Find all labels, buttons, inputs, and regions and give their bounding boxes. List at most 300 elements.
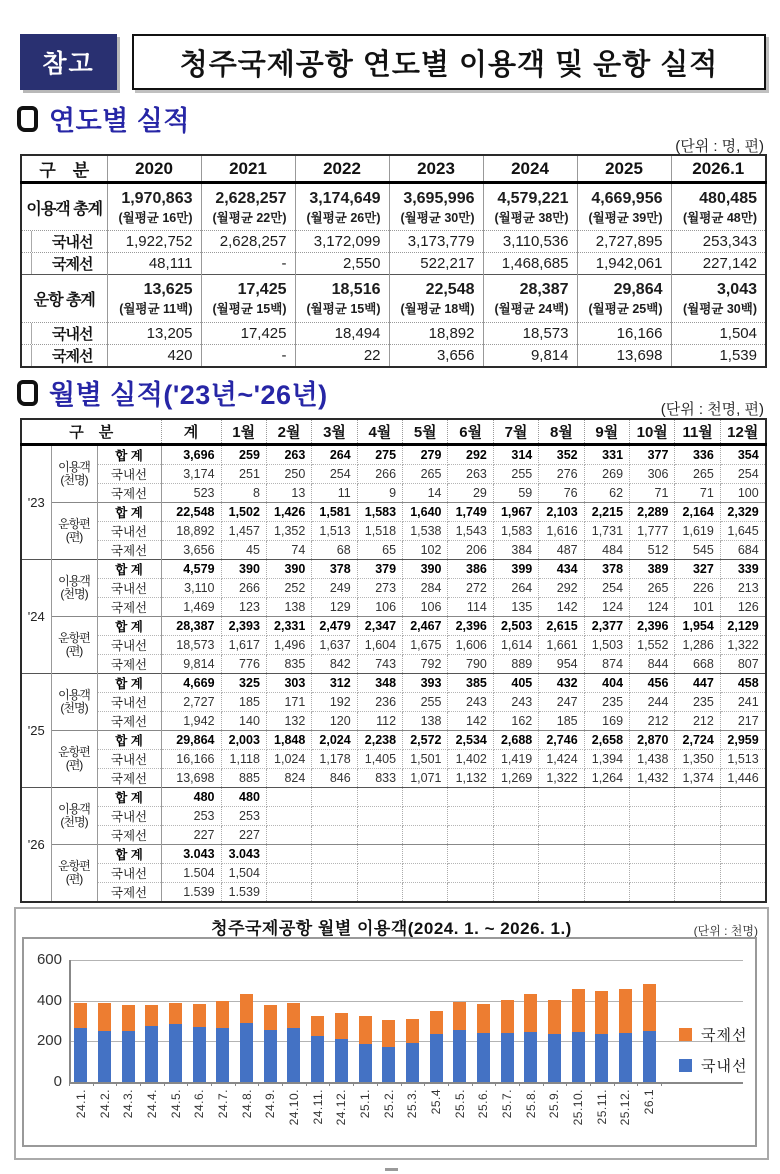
cell: 842 <box>312 654 357 673</box>
category-name: 운항편 <box>58 516 90 531</box>
domestic-bar <box>359 1044 372 1082</box>
cell: 1,583 <box>357 502 402 521</box>
monthly-average: (월평균 30만) <box>400 210 475 225</box>
cell <box>577 183 671 231</box>
cell <box>448 863 493 882</box>
cell <box>107 183 201 231</box>
row-type-label: 합 계 <box>97 444 161 464</box>
x-axis-tick <box>543 1082 544 1086</box>
yearly-table <box>20 154 767 368</box>
cell <box>630 806 675 825</box>
cell: 339 <box>720 559 765 578</box>
cell: 874 <box>584 654 629 673</box>
table-row <box>21 253 766 275</box>
x-axis-tick-label: 24.2. <box>97 1089 112 1119</box>
row-label: 국제선 <box>21 253 107 275</box>
cell: 132 <box>266 711 311 730</box>
cell: 354 <box>720 444 765 464</box>
table-row <box>21 635 766 654</box>
cell: 1,645 <box>720 521 765 540</box>
cell: 241 <box>720 692 765 711</box>
cell: 889 <box>493 654 538 673</box>
x-axis-tick-label: 25.12. <box>618 1089 633 1126</box>
category-unit: (천명) <box>60 472 88 487</box>
monthly-average: (월평균 11백) <box>119 302 193 316</box>
cell: 386 <box>448 559 493 578</box>
monthly-average: (월평균 25백) <box>588 302 663 316</box>
cell: 1,543 <box>448 521 493 540</box>
cell <box>312 825 357 844</box>
x-axis-tick <box>590 1082 591 1086</box>
international-bar <box>98 1003 111 1031</box>
cell: 1,071 <box>403 768 448 787</box>
row-label: 운항 총계 <box>21 275 107 323</box>
cell: 487 <box>539 540 584 559</box>
total-value: 3,174,649 <box>309 189 381 207</box>
cell: 284 <box>403 578 448 597</box>
cell <box>675 882 720 902</box>
cell <box>720 882 765 902</box>
category-label <box>51 559 97 616</box>
cell: 14 <box>403 483 448 502</box>
cell: 1,424 <box>539 749 584 768</box>
cell: 1,446 <box>720 768 765 787</box>
table-row <box>21 275 766 323</box>
category-unit: (천명) <box>60 586 88 601</box>
cell: 1,552 <box>630 635 675 654</box>
category-unit: (편) <box>65 757 83 772</box>
cell: 393 <box>403 673 448 692</box>
cell: 253,343 <box>671 231 766 253</box>
square-bullet-icon <box>17 106 38 132</box>
x-axis-tick <box>211 1082 212 1086</box>
row-label: 국제선 <box>21 345 107 368</box>
x-axis-tick <box>140 1082 141 1086</box>
cell: 1,118 <box>221 749 266 768</box>
x-axis-tick <box>69 1082 70 1086</box>
cell: - <box>201 253 295 275</box>
cell <box>403 787 448 806</box>
domestic-bar <box>382 1047 395 1082</box>
international-bar <box>406 1019 419 1043</box>
cell: 13 <box>266 483 311 502</box>
cell: 1,539 <box>671 345 766 368</box>
monthly-table-body <box>21 419 766 902</box>
x-axis-tick <box>353 1082 354 1086</box>
cell <box>630 844 675 863</box>
category-name: 운항편 <box>58 630 90 645</box>
cell: 2,215 <box>584 502 629 521</box>
year-label: '24 <box>21 559 51 673</box>
yearly-header-row <box>21 155 766 183</box>
yearly-table-body <box>21 155 766 367</box>
column-header: 2월 <box>266 419 311 444</box>
total-value: 13,625 <box>143 281 193 298</box>
cell: 522,217 <box>389 253 483 275</box>
monthly-average: (월평균 39만) <box>588 210 663 225</box>
monthly-average: (월평균 18백) <box>400 302 475 316</box>
x-axis-tick-label: 24.3. <box>121 1089 136 1119</box>
cell <box>493 825 538 844</box>
cell: 390 <box>403 559 448 578</box>
cell: 185 <box>539 711 584 730</box>
x-axis-tick <box>164 1082 165 1086</box>
cell: 253 <box>221 806 266 825</box>
cell: 3,656 <box>389 345 483 368</box>
cell <box>720 844 765 863</box>
legend-item <box>679 1024 747 1045</box>
cell: 292 <box>539 578 584 597</box>
x-axis-tick-label: 25.7. <box>500 1089 515 1119</box>
international-bar <box>524 994 537 1032</box>
cell <box>312 844 357 863</box>
cell: 2,870 <box>630 730 675 749</box>
cell <box>584 825 629 844</box>
cell: 668 <box>675 654 720 673</box>
cell: 399 <box>493 559 538 578</box>
x-axis-tick <box>401 1082 402 1086</box>
international-bar <box>335 1013 348 1039</box>
total-value: 1,970,863 <box>121 189 193 207</box>
cell: 447 <box>675 673 720 692</box>
cell: 1,350 <box>675 749 720 768</box>
year-label: '23 <box>21 444 51 559</box>
category-name: 이용객 <box>58 801 90 816</box>
column-header: 7월 <box>493 419 538 444</box>
cell: 235 <box>584 692 629 711</box>
monthly-table <box>20 418 767 903</box>
cell: 18,892 <box>389 323 483 345</box>
cell: 129 <box>312 597 357 616</box>
cell: 250 <box>266 464 311 483</box>
cell: 743 <box>357 654 402 673</box>
cell <box>630 882 675 902</box>
cell: 331 <box>584 444 629 464</box>
cell: 3,172,099 <box>295 231 389 253</box>
x-axis-tick-label: 24.10. <box>286 1089 301 1126</box>
cell: 171 <box>266 692 311 711</box>
cell: 259 <box>221 444 266 464</box>
cell: 279 <box>403 444 448 464</box>
cell: 1.504 <box>161 863 221 882</box>
monthly-average: (월평균 15백) <box>212 302 287 316</box>
table-row <box>21 483 766 502</box>
category-unit: (편) <box>65 529 83 544</box>
category-name: 운항편 <box>58 858 90 873</box>
table-row <box>21 521 766 540</box>
international-bar <box>145 1005 158 1027</box>
cell: 142 <box>539 597 584 616</box>
chart-title-row <box>16 914 767 939</box>
cell: 1,504 <box>221 863 266 882</box>
cell <box>357 787 402 806</box>
cell: 3,110 <box>161 578 221 597</box>
cell: 1,178 <box>312 749 357 768</box>
table-row <box>21 559 766 578</box>
cell: 1,132 <box>448 768 493 787</box>
cell: 2,331 <box>266 616 311 635</box>
category-unit: (천명) <box>60 814 88 829</box>
row-type-label: 국내선 <box>97 863 161 882</box>
cell: 1,419 <box>493 749 538 768</box>
column-header: 2023 <box>389 155 483 183</box>
x-axis-tick-label: 25.3. <box>405 1089 420 1119</box>
cell: 1,954 <box>675 616 720 635</box>
cell: 71 <box>675 483 720 502</box>
international-bar <box>169 1003 182 1025</box>
cell: 2,727 <box>161 692 221 711</box>
cell: 2,724 <box>675 730 720 749</box>
monthly-average: (월평균 22만) <box>212 210 287 225</box>
row-type-label: 합 계 <box>97 730 161 749</box>
cell: 269 <box>584 464 629 483</box>
domestic-bar <box>193 1027 206 1082</box>
cell <box>312 806 357 825</box>
cell: 74 <box>266 540 311 559</box>
monthly-header-row <box>21 419 766 444</box>
domestic-bar <box>477 1033 490 1082</box>
cell <box>295 183 389 231</box>
cell: 254 <box>584 578 629 597</box>
cell: 480 <box>221 787 266 806</box>
cell: 1,468,685 <box>483 253 577 275</box>
cell: 1,024 <box>266 749 311 768</box>
y-axis-tick-label: 200 <box>36 1032 62 1050</box>
international-bar <box>193 1004 206 1027</box>
cell: 140 <box>221 711 266 730</box>
total-value: 28,387 <box>519 281 569 298</box>
x-axis-tick-label: 24.4. <box>144 1089 159 1119</box>
chart-panel <box>14 907 769 1160</box>
x-axis-tick <box>472 1082 473 1086</box>
cell: 18,573 <box>161 635 221 654</box>
cell: 265 <box>630 578 675 597</box>
x-axis <box>69 1082 743 1084</box>
cell <box>675 825 720 844</box>
cell: 18,494 <box>295 323 389 345</box>
cell <box>403 806 448 825</box>
chart-legend <box>679 1024 747 1086</box>
cell: 17,425 <box>201 323 295 345</box>
cell: 1,606 <box>448 635 493 654</box>
cell <box>357 806 402 825</box>
cell: 244 <box>630 692 675 711</box>
category-label <box>51 502 97 559</box>
category-name: 운항편 <box>58 744 90 759</box>
cell: 1,513 <box>312 521 357 540</box>
monthly-section-title: 월별 실적('23년~'26년) <box>49 380 328 410</box>
cell: - <box>201 345 295 368</box>
cell: 2,572 <box>403 730 448 749</box>
cell: 456 <box>630 673 675 692</box>
cell: 2,393 <box>221 616 266 635</box>
x-axis-tick-label: 24.1. <box>73 1089 88 1119</box>
domestic-bar <box>501 1033 514 1082</box>
cell: 1,322 <box>539 768 584 787</box>
row-type-label: 국제선 <box>97 711 161 730</box>
cell: 303 <box>266 673 311 692</box>
cell <box>539 863 584 882</box>
cell <box>201 275 295 323</box>
cell: 379 <box>357 559 402 578</box>
cell: 844 <box>630 654 675 673</box>
cell: 1,501 <box>403 749 448 768</box>
domestic-bar <box>240 1023 253 1082</box>
x-axis-tick-label: 25.4 <box>429 1089 444 1115</box>
cell: 792 <box>403 654 448 673</box>
domestic-swatch-icon <box>679 1059 692 1072</box>
cell: 212 <box>675 711 720 730</box>
domestic-bar <box>453 1030 466 1082</box>
total-value: 17,425 <box>237 281 287 298</box>
cell: 1,374 <box>675 768 720 787</box>
legend-item <box>679 1055 747 1076</box>
y-axis-tick-label: 600 <box>36 951 62 968</box>
cell <box>357 825 402 844</box>
year-label: '25 <box>21 673 51 787</box>
category-name: 이용객 <box>58 687 90 702</box>
yearly-section-heading <box>17 99 190 138</box>
cell <box>539 787 584 806</box>
monthly-average: (월평균 38만) <box>494 210 569 225</box>
monthly-average: (월평균 15백) <box>306 302 381 316</box>
reference-badge: 참고 <box>20 34 117 90</box>
cell: 29 <box>448 483 493 502</box>
cell: 251 <box>221 464 266 483</box>
cell: 1,619 <box>675 521 720 540</box>
cell: 2,467 <box>403 616 448 635</box>
cell: 348 <box>357 673 402 692</box>
row-type-label: 합 계 <box>97 502 161 521</box>
x-axis-tick <box>661 1082 662 1086</box>
x-axis-tick-label: 24.8. <box>239 1089 254 1119</box>
column-header: 1월 <box>221 419 266 444</box>
cell: 1.539 <box>221 882 266 902</box>
cell: 138 <box>403 711 448 730</box>
column-header: 8월 <box>539 419 584 444</box>
cell: 2,479 <box>312 616 357 635</box>
cell <box>266 844 311 863</box>
cell: 1,848 <box>266 730 311 749</box>
table-row <box>21 323 766 345</box>
monthly-unit-label: (단위 : 천명, 편) <box>660 401 764 418</box>
table-row <box>21 231 766 253</box>
category-name: 이용객 <box>58 459 90 474</box>
cell: 243 <box>493 692 538 711</box>
cell <box>403 844 448 863</box>
domestic-bar <box>145 1026 158 1082</box>
year-label: '26 <box>21 787 51 902</box>
column-header: 2026.1 <box>671 155 766 183</box>
cell: 124 <box>630 597 675 616</box>
cell: 312 <box>312 673 357 692</box>
cell <box>584 806 629 825</box>
cell: 1,322 <box>720 635 765 654</box>
cell: 142 <box>448 711 493 730</box>
cell <box>720 806 765 825</box>
table-row <box>21 616 766 635</box>
row-label: 국내선 <box>21 323 107 345</box>
cell: 264 <box>493 578 538 597</box>
x-axis-tick <box>424 1082 425 1086</box>
cell: 263 <box>448 464 493 483</box>
x-axis-tick-label: 24.12. <box>334 1089 349 1126</box>
x-axis-tick-label: 24.7. <box>215 1089 230 1119</box>
cell: 3,173,779 <box>389 231 483 253</box>
cell <box>630 787 675 806</box>
category-label <box>51 844 97 902</box>
table-row <box>21 863 766 882</box>
row-type-label: 국내선 <box>97 692 161 711</box>
cell: 275 <box>357 444 402 464</box>
international-bar <box>477 1004 490 1033</box>
cell: 273 <box>357 578 402 597</box>
cell: 1,264 <box>584 768 629 787</box>
category-unit: (천명) <box>60 700 88 715</box>
cell: 3,174 <box>161 464 221 483</box>
cell <box>448 844 493 863</box>
cell <box>675 844 720 863</box>
cell: 2,329 <box>720 502 765 521</box>
cell: 8 <box>221 483 266 502</box>
cell: 684 <box>720 540 765 559</box>
cell <box>539 844 584 863</box>
total-value: 4,579,221 <box>497 189 569 207</box>
domestic-bar <box>98 1031 111 1082</box>
cell <box>720 787 765 806</box>
cell: 1,777 <box>630 521 675 540</box>
domestic-bar <box>430 1034 443 1082</box>
cell: 390 <box>266 559 311 578</box>
total-value: 22,548 <box>425 281 475 298</box>
page-title: 청주국제공항 연도별 이용객 및 운항 실적 <box>132 34 766 90</box>
cell: 135 <box>493 597 538 616</box>
cell: 1,583 <box>493 521 538 540</box>
cell <box>266 882 311 902</box>
cell: 236 <box>357 692 402 711</box>
cell <box>584 844 629 863</box>
domestic-bar <box>643 1031 656 1082</box>
cell <box>584 863 629 882</box>
cell: 306 <box>630 464 675 483</box>
cell: 833 <box>357 768 402 787</box>
cell: 1,617 <box>221 635 266 654</box>
cell <box>448 882 493 902</box>
cell <box>539 825 584 844</box>
y-axis <box>69 960 71 1082</box>
cell <box>720 825 765 844</box>
cell: 1,967 <box>493 502 538 521</box>
x-axis-tick-label: 25.9. <box>547 1089 562 1119</box>
international-swatch-icon <box>679 1028 692 1041</box>
cell: 264 <box>312 444 357 464</box>
cell: 432 <box>539 673 584 692</box>
cell: 325 <box>221 673 266 692</box>
cell: 71 <box>630 483 675 502</box>
international-bar <box>74 1003 87 1028</box>
cell: 385 <box>448 673 493 692</box>
cell: 22 <box>295 345 389 368</box>
cell: 336 <box>675 444 720 464</box>
row-type-label: 국제선 <box>97 597 161 616</box>
cell: 2,377 <box>584 616 629 635</box>
table-row <box>21 502 766 521</box>
cell: 2,024 <box>312 730 357 749</box>
column-header: 9월 <box>584 419 629 444</box>
y-axis-tick-label: 0 <box>53 1073 62 1090</box>
cell: 249 <box>312 578 357 597</box>
column-header: 10월 <box>630 419 675 444</box>
